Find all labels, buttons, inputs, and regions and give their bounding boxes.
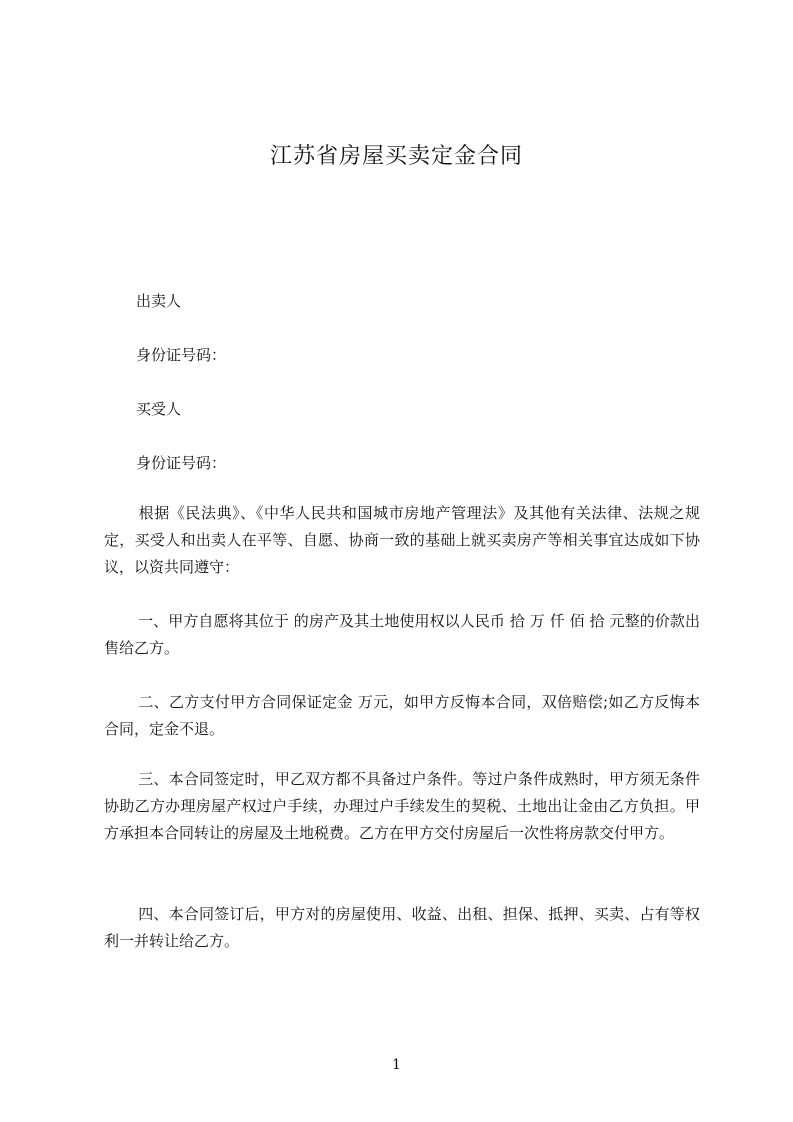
seller-field: 出卖人 [136, 292, 182, 310]
document-title: 江苏省房屋买卖定金合同 [269, 144, 523, 169]
clause-2-text: 二、乙方支付甲方合同保证定金 万元，如甲方反悔本合同，双倍赔偿;如乙方反悔本合同，定金不退。 [104, 693, 700, 738]
clause-4-paragraph [104, 901, 700, 955]
clause-2-paragraph [104, 689, 700, 743]
clause-3-text: 三、本合同签定时，甲乙双方都不具备过户条件。等过户条件成熟时，甲方须无条件协助乙方办理房屋产权过户手续，办理过户手续发生的契税、土地出让金由乙方负担。甲方承担本合同转让的房屋及土地税费。乙方在甲方交付房屋后一次性将房款交付甲方。 [104, 770, 700, 842]
buyer-field: 买受人 [136, 400, 182, 418]
clause-4-text: 四、本合同签订后，甲方对的房屋使用、收益、出租、担保、抵押、买卖、占有等权利一并转让给乙方。 [104, 905, 700, 950]
clause-1-text: 一、甲方自愿将其位于 的房产及其土地使用权以人民币 拾 万 仟 佰 拾 元整的价款出售给乙方。 [104, 612, 700, 657]
buyer-id-field: 身份证号码： [136, 454, 227, 472]
page-number: 1 [392, 1057, 401, 1073]
clause-3-paragraph [104, 766, 700, 847]
intro-paragraph [104, 500, 700, 581]
intro-text: 根据《民法典》、《中华人民共和国城市房地产管理法》及其他有关法律、法规之规定，买受人和出卖人在平等、自愿、协商一致的基础上就买卖房产等相关事宜达成如下协议，以资共同遵守： [104, 504, 700, 576]
clause-1-paragraph [104, 608, 700, 662]
seller-id-field: 身份证号码： [136, 346, 227, 364]
